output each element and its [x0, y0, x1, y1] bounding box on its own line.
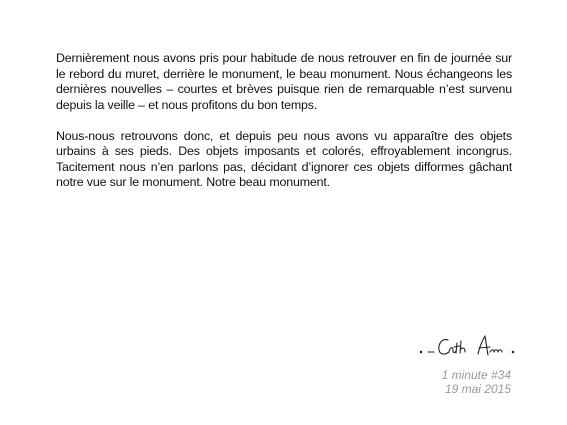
caption	[442, 368, 511, 396]
body-text	[56, 51, 512, 191]
paragraph-1: Dernièrement nous avons pris pour habitude de nous retrouver en fin de journée sur le rebord du muret, derrière le monument, le beau monument. Nous échangeons les dernières nouvelles – courtes et brèves puisque rien de remarquable n’est survenu depuis la veille – et nous profitons du bon temps.	[56, 51, 512, 112]
paragraph-2: Nous-nous retrouvons donc, et depuis peu nous avons vu apparaître des objets urbains à ses pieds. Des objets imposants et colorés, effroyablement incongrus. Tacitement nous n’en parlons pas, décidant d’ignorer ces objets difformes gâchant notre vue sur le monument. Notre beau monument.	[56, 128, 512, 189]
series-number: 1 minute #34	[441, 368, 511, 382]
handwritten-signature	[418, 330, 518, 364]
date: 19 mai 2015	[444, 382, 511, 396]
